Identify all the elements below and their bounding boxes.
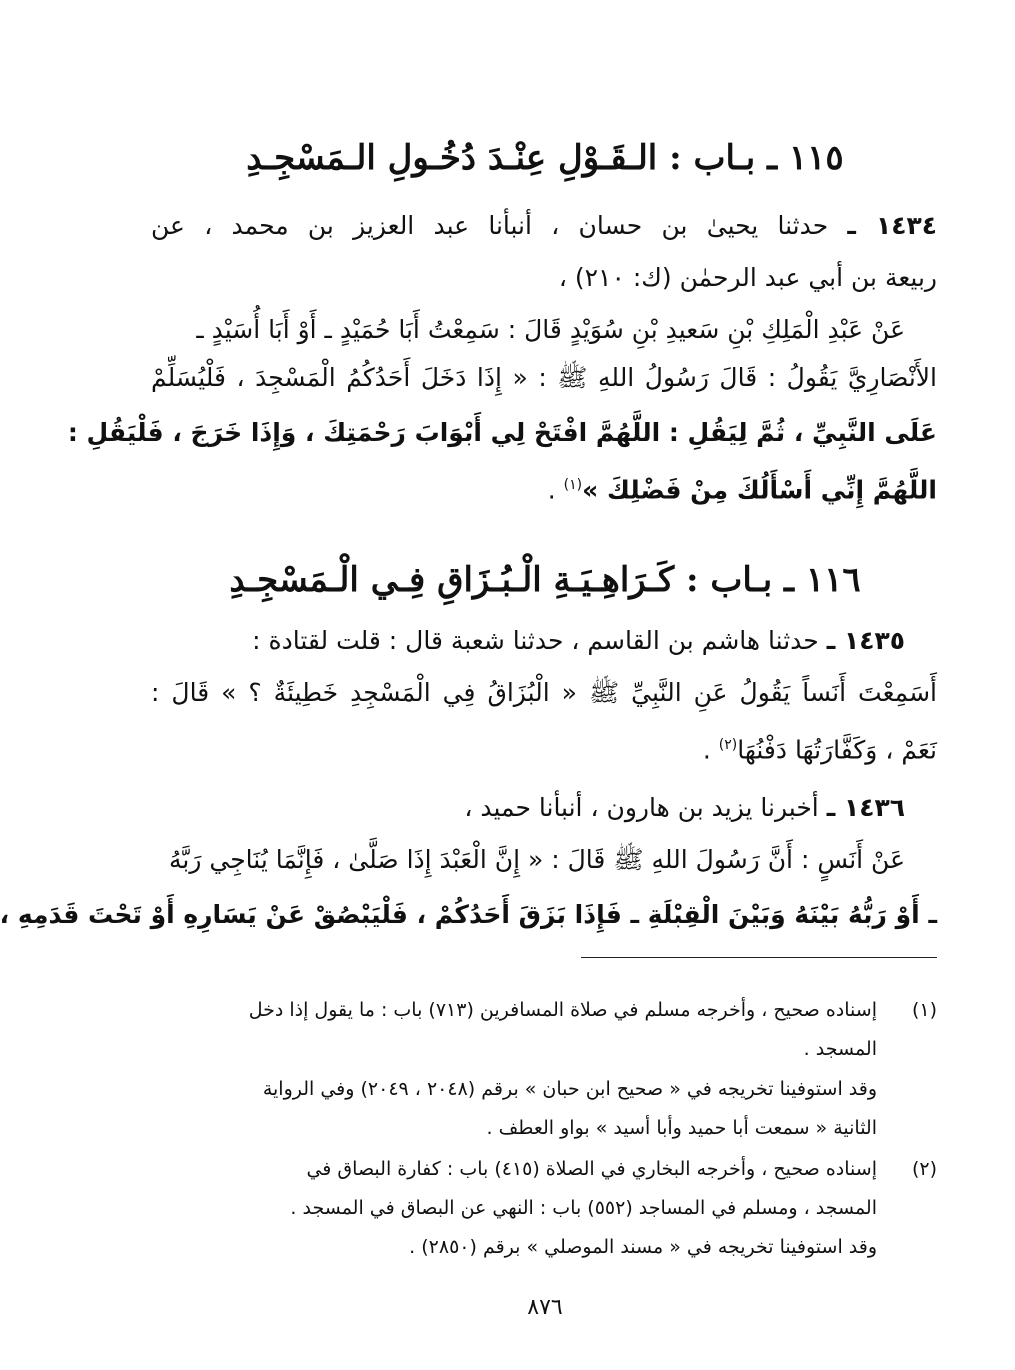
footnote-2-line-1: إسناده صحيح ، وأخرجه البخاري في الصلاة (٤١٥) باب : كفارة البصاق في: [306, 1158, 877, 1180]
hadith-1435-line-3: نَعَمْ ، وَكَفَّارَتُهَا دَفْنُهَا$^{(٢)}$ .: [702, 735, 937, 765]
footnote-1-mark: (١): [911, 999, 937, 1021]
hadith-1436-number: ١٤٣٦ ـ: [826, 793, 905, 822]
hadith-1436-line-2: عَنْ أَنَسٍ : أَنَّ رَسُولَ اللهِ ﷺ قَالَ : « إِنَّ الْعَبْدَ إِذَا صَلَّىٰ ، فَإِنَّمَا يُنَاجِي رَبَّهُ: [168, 845, 905, 874]
hadith-1434-line-3: عَنْ عَبْدِ الْمَلِكِ بْنِ سَعيدِ بْنِ سُوَيْدٍ قَالَ : سَمِعْتُ أَبَا حُمَيْدٍ ـ أَوْ أَبَا أُسَيْدٍ ـ: [196, 315, 905, 344]
hadith-1435-line-1: ١٤٣٥ ـ حدثنا هاشم بن القاسم ، حدثنا شعبة قال : قلت لقتادة :: [252, 626, 905, 655]
footnote-ref-2: (٢): [718, 737, 738, 753]
hadith-1435-line-2: أَسَمِعْتَ أَنَساً يَقُولُ عَنِ النَّبِيِّ ﷺ « الْبُزَاقُ فِي الْمَسْجِدِ خَطِيئَةٌ ؟ » قَالَ :: [151, 678, 937, 707]
footnote-separator: [581, 957, 937, 958]
hadith-1434-line-6: اللَّهُمَّ إِنِّي أَسْأَلُكَ مِنْ فَضْلِكَ »$^{(١)}$ .: [547, 475, 937, 505]
footnote-2-line-2: المسجد ، ومسلم في المساجد (٥٥٢) باب : النهي عن البصاق في المسجد .: [290, 1197, 877, 1219]
hadith-1434-line-5: عَلَى النَّبِيِّ ، ثُمَّ لِيَقُلِ : اللَّهُمَّ افْتَحْ لِي أَبْوَابَ رَحْمَتِكَ ، وَإِذَا خَرَجَ ، فَلْيَقُلِ :: [67, 418, 937, 447]
hadith-1436-line-1: ١٤٣٦ ـ أخبرنا يزيد بن هارون ، أنبأنا حميد ،: [464, 793, 905, 822]
chapter-116-heading: ١١٦ ـ بـاب : كَـرَاهِـيَـةِ الْـبُـزَاقِ فِـي الْـمَسْجِـدِ: [229, 560, 861, 600]
hadith-1434-line-2: ربيعة بن أبي عبد الرحمٰن (ك: ٢١٠) ،: [558, 263, 937, 292]
footnote-1-line-1: إسناده صحيح ، وأخرجه مسلم في صلاة المسافرين (٧١٣) باب : ما يقول إذا دخل: [248, 999, 877, 1021]
footnote-1-line-2: المسجد .: [803, 1038, 877, 1060]
page-number: ٨٧٦: [527, 1295, 563, 1320]
footnote-2-mark: (٢): [911, 1158, 937, 1180]
hadith-1434-line-1: ١٤٣٤ ـ حدثنا يحيىٰ بن حسان ، أنبأنا عبد العزيز بن محمد ، عن: [151, 211, 937, 240]
hadith-1436-line-3: ـ أَوْ رَبُّهُ بَيْنَهُ وَبَيْنَ الْقِبْلَةِ ـ فَإِذَا بَزَقَ أَحَدُكُمْ ، فَلْيَبْصُقْ عَنْ يَسَارِهِ أَوْ تَحْتَ قَدَمِهِ ،: [0, 900, 937, 929]
hadith-1434-line-4: الأَنْصَارِيَّ يَقُولُ : قَالَ رَسُولُ اللهِ ﷺ : « إِذَا دَخَلَ أَحَدُكُمُ الْمَسْجِدَ ، فَلْيُسَلِّمْ: [151, 363, 937, 392]
footnote-1-line-3: وقد استوفينا تخريجه في « صحيح ابن حبان » برقم (٢٠٤٨ ، ٢٠٤٩) وفي الرواية: [262, 1078, 877, 1100]
hadith-1434-number: ١٤٣٤ ـ: [847, 211, 937, 240]
footnote-ref-1: (١): [563, 477, 583, 493]
hadith-1435-number: ١٤٣٥ ـ: [826, 626, 905, 655]
chapter-115-heading: ١١٥ ـ بـاب : الـقَـوْلِ عِنْـدَ دُخُـولِ الـمَسْجِـدِ: [246, 138, 844, 178]
footnote-1-line-4: الثانية « سمعت أبا حميد وأبا أسيد » بواو العطف .: [486, 1117, 877, 1139]
footnote-2-line-3: وقد استوفينا تخريجه في « مسند الموصلي » برقم (٢٨٥٠) .: [409, 1236, 877, 1258]
